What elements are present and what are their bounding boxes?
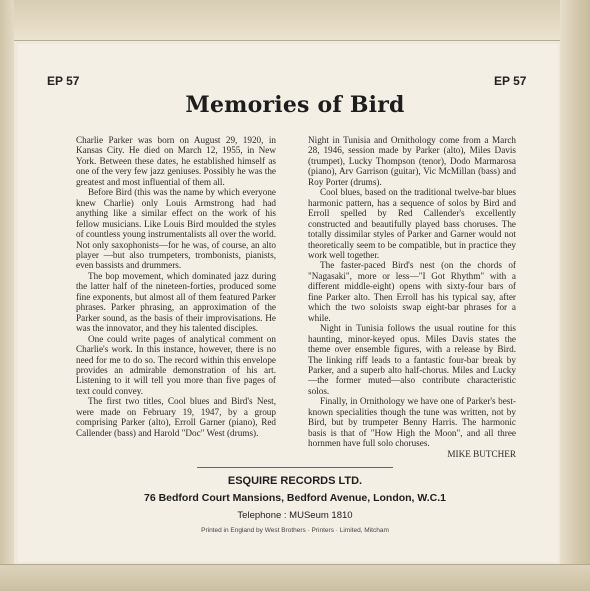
printer-credit: Printed in England by West Brothers · Printers · Limited, Mitcham <box>201 527 389 534</box>
liner-notes-left-column <box>76 135 276 438</box>
right-paragraph-2: Cool blues, based on the traditional twelve-bar blues harmonic pattern, has a sequence of solos by Bird and Erroll spelled by Red Callender's excellently constructed and beautifully played bass choruses. The totally dissimilar styles of Parker and Garner would not theoretically seem to be compatible, but in practice they work well together. <box>308 187 516 260</box>
right-paragraph-1: Night in Tunisia and Ornithology come from a March 28, 1946, session made by Parker (alto), Miles Davis (trumpet), Lucky Thompson (tenor), Dodo Marmarosa (piano), Arv Garrison (guitar), Vic McMillan (bass) and Roy Porter (drums). <box>308 135 516 187</box>
catalog-code-left: EP 57 <box>47 74 80 88</box>
left-paragraph-5: The first two titles, Cool blues and Bird's Nest, were made on February 19, 1947, by a group comprising Parker (alto), Erroll Garner (piano), Red Callender (bass) and Harold "Doc" West (drums). <box>76 396 276 438</box>
catalog-code-right: EP 57 <box>494 74 527 88</box>
liner-notes-right-column <box>308 135 516 459</box>
footer-divider <box>197 467 393 468</box>
sleeve-bottom-edge <box>0 564 590 591</box>
company-address: 76 Bedford Court Mansions, Bedford Avenue, London, W.C.1 <box>144 492 446 504</box>
left-paragraph-3: The bop movement, which dominated jazz during the latter half of the nineteen-forties, produced some fine exponents, but almost all of them featured Parker phrases. Parker phrasing, an approximation of the Parker sound, as the basis of their improvisations. He was the innovator, and they his talented disciples. <box>76 270 276 334</box>
author-signature: MIKE BUTCHER <box>447 448 516 459</box>
right-paragraph-4: Night in Tunisia follows the usual routine for this haunting, minor-keyed opus. Miles Davis states the theme over ensemble figures, with a release by Bird. The linking riff leads to a fantastic four-bar break by Parker, and a superb alto half-chorus. Miles and Lucky—the former muted—also contribute characteristic solos. <box>308 323 516 396</box>
sleeve-top-edge <box>0 0 590 41</box>
page-title: Memories of Bird <box>185 92 405 118</box>
right-paragraph-5: Finally, in Ornithology we have one of Parker's best-known specialities though the tune was written, not by Bird, but by trumpeter Benny Harris. The harmonic basis is that of "How High the Moon", and all three hornmen have full solo choruses. <box>308 396 516 449</box>
left-paragraph-1: Charlie Parker was born on August 29, 1920, in Kansas City. He died on March 12, 1955, in New York. Between these dates, he established himself as one of the very few jazz geniuses. Possibly he was the greatest and most influential of them all. <box>76 135 276 187</box>
left-paragraph-2: Before Bird (this was the name by which everyone knew Charlie) only Louis Armstrong had had anything like a similar effect on the work of his fellow musicians. Like Louis Bird moulded the styles of countless young instrumentalists all over the world. Not only saxophonists—for he was, of course, an alto player —but also trumpeters, trombonists, pianists, even bassists and drummers. <box>76 187 276 271</box>
right-paragraph-3: The faster-paced Bird's nest (on the chords of "Nagasaki", more or less—"I Got Rhythm" with a different middle-eight) opens with sixty-four bars of fine Parker alto. Then Erroll has his typical say, after which the two soloists swap eight-bar phrases for a while. <box>308 260 516 323</box>
company-telephone: Telephone : MUSeum 1810 <box>237 510 353 521</box>
record-company-name: ESQUIRE RECORDS LTD. <box>227 475 363 487</box>
left-paragraph-4: One could write pages of analytical comment on Charlie's work. In this instance, however, there is no need for me to do so. The record within this envelope provides an admirable demonstration of his art. Listening to it will tell you more than five pages of text could convey. <box>76 333 276 396</box>
